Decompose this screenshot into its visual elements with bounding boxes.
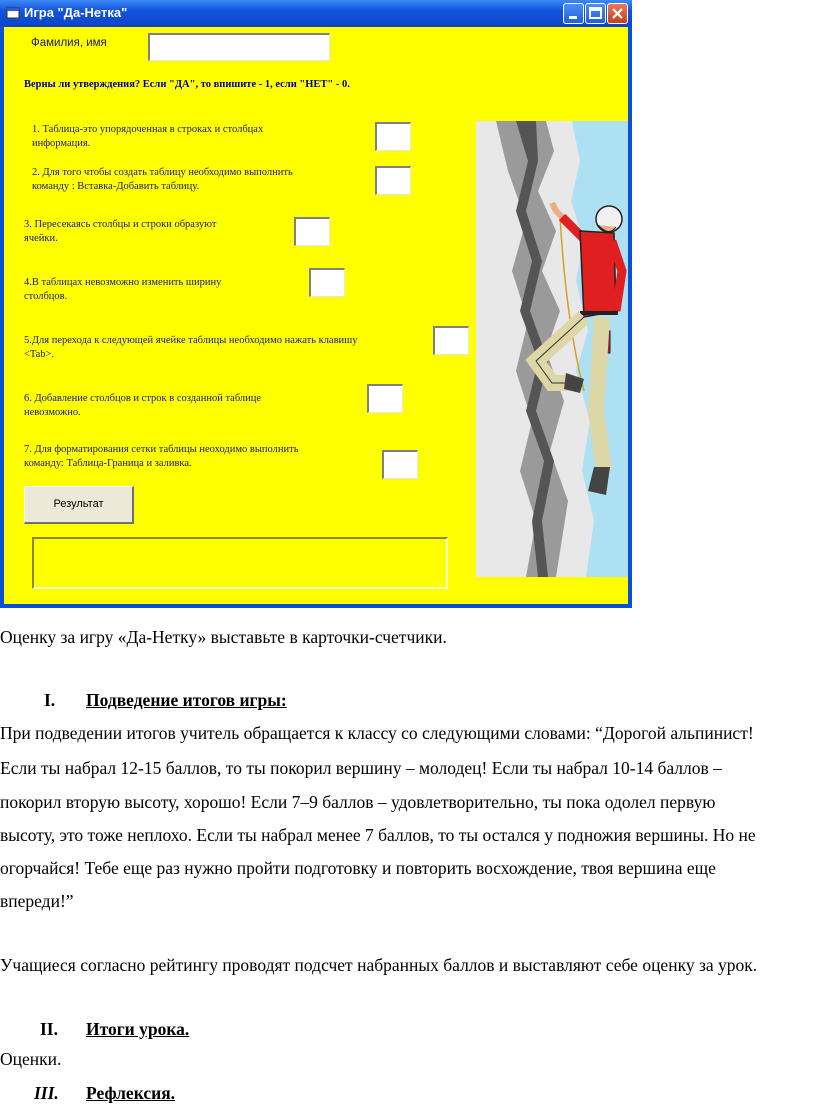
question-4-line-2: столбцов. xyxy=(24,291,68,302)
answer-input-7[interactable] xyxy=(382,450,418,479)
paragraph-rating: Учащиеся согласно рейтингу проводят подсчет набранных баллов и выставляют себе оценку за урок. xyxy=(0,955,758,975)
answer-input-1[interactable] xyxy=(375,122,411,151)
question-7-line-1: 7. Для форматирования сетки таблицы неоходимо выполнить xyxy=(24,444,299,455)
question-2-line-2: команду : Вставка-Добавить таблицу. xyxy=(32,181,200,192)
question-1-line-2: информация. xyxy=(32,138,91,149)
answer-input-3[interactable] xyxy=(294,217,330,246)
question-5-line-1: 5.Для перехода к следующей ячейке таблицы необходимо нажать клавишу xyxy=(24,335,358,346)
section-1-number: I. xyxy=(44,690,56,710)
question-6-line-1: 6. Добавление столбцов и строк в созданной таблице xyxy=(24,393,262,404)
section-2-number: II. xyxy=(40,1019,58,1039)
minimize-button[interactable] xyxy=(563,3,584,24)
close-icon xyxy=(608,4,627,23)
question-6-line-2: невозможно. xyxy=(24,407,81,418)
section-2-title: Итоги урока. xyxy=(86,1019,190,1039)
section-3-title: Рефлексия. xyxy=(86,1083,176,1103)
result-button[interactable]: Результат xyxy=(24,486,134,524)
close-button[interactable] xyxy=(607,3,628,24)
question-2-line-1: 2. Для того чтобы создать таблицу необходимо выполнить xyxy=(32,167,293,178)
paragraph-line-5: огорчайся! Тебе еще раз нужно пройти подготовку и повторить восхождение, твоя вершина еще xyxy=(0,858,716,878)
result-output xyxy=(32,537,448,589)
question-3-line-1: 3. Пересекаясь столбцы и строки образуют xyxy=(24,219,217,230)
name-label: Фамилия, имя xyxy=(31,37,107,49)
maximize-icon xyxy=(586,4,605,23)
answer-input-6[interactable] xyxy=(367,384,403,413)
name-input[interactable] xyxy=(148,33,330,61)
game-window xyxy=(0,0,632,608)
paragraph-line-1: При подведении итогов учитель обращается к классу со следующими словами: “Дорогой альпинист! xyxy=(0,723,754,743)
question-4-line-1: 4.В таблицах невозможно изменить ширину xyxy=(24,277,222,288)
paragraph-rating-cards: Оценку за игру «Да-Нетку» выставьте в карточки-счетчики. xyxy=(0,627,447,647)
app-icon xyxy=(6,6,20,20)
climber-illustration xyxy=(476,121,628,577)
section-3-number: III. xyxy=(34,1083,59,1103)
question-5-line-2: <Tab>. xyxy=(24,349,55,360)
paragraph-line-2: Если ты набрал 12-15 баллов, то ты покорил вершину – молодец! Если ты набрал 10-14 баллов – xyxy=(0,758,722,778)
question-1-line-1: 1. Таблица-это упорядоченная в строках и столбцах xyxy=(32,124,264,135)
form-area xyxy=(4,27,628,604)
answer-input-4[interactable] xyxy=(309,268,345,297)
paragraph-line-6: впереди!” xyxy=(0,891,74,911)
question-3-line-2: ячейки. xyxy=(24,233,58,244)
answer-input-5[interactable] xyxy=(433,326,469,355)
paragraph-grades: Оценки. xyxy=(0,1049,62,1069)
title-bar[interactable] xyxy=(0,0,632,27)
answer-input-2[interactable] xyxy=(375,166,411,195)
paragraph-line-3: покорил вторую высоту, хорошо! Если 7–9 баллов – удовлетворительно, ты пока одолел первую xyxy=(0,792,716,812)
instruction-text: Верны ли утверждения? Если "ДА", то впишите - 1, если "НЕТ" - 0. xyxy=(24,79,350,90)
window-title: Игра "Да-Нетка" xyxy=(24,5,128,20)
question-7-line-2: команду: Таблица-Граница и заливка. xyxy=(24,458,192,469)
maximize-button[interactable] xyxy=(585,3,606,24)
minimize-icon xyxy=(564,4,583,23)
paragraph-line-4: высоту, это тоже неплохо. Если ты набрал менее 7 баллов, то ты остался у подножия вершины. Но не xyxy=(0,825,756,845)
section-1-title: Подведение итогов игры: xyxy=(86,690,287,710)
